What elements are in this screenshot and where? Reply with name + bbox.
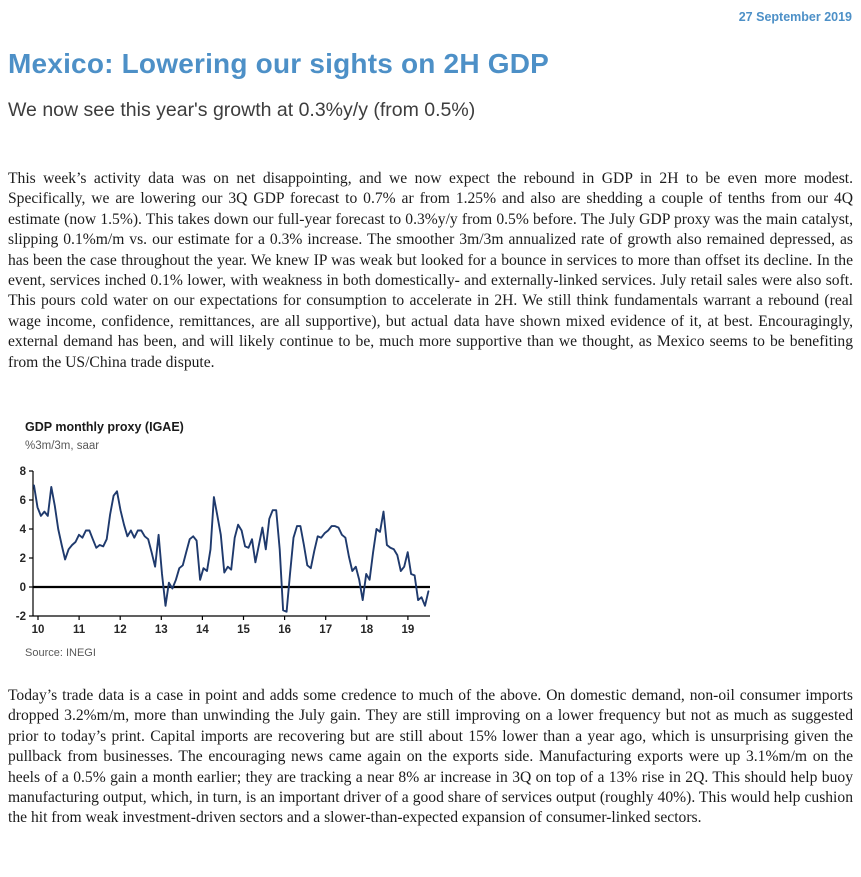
gdp-proxy-series-line: [34, 486, 428, 612]
x-axis-tick-label: 10: [31, 624, 45, 636]
y-axis-tick-label: 8: [19, 466, 26, 478]
body-paragraph-2: Today’s trade data is a case in point and adds some credence to much of the above. On domestic demand, non-oil consumer imports dropped 3.2%m/m, more than unwinding the July gain. They are still improving on a lower frequency but not as much as suggested prior to today’s print. Capital imports are recovering but are still about 15% lower than a year ago, which is unsurprising given the pullback from businesses. The encouraging news came again on the exports side. Manufacturing exports were up 3.1%m/m on the heels of a 0.5% gain a month earlier; they are tracking a near 8% ar increase in 3Q on top of a 13% rise in 2Q. This should help buoy manufacturing output, which, in turn, is an important driver of a good share of services output (roughly 40%). This would help cushion the hit from weak investment-driven sectors and a slower-than-expected expansion of consumer-linked sectors.: [8, 687, 853, 827]
x-axis-tick-label: 14: [196, 624, 209, 636]
chart-unit-label: %3m/3m, saar: [25, 440, 100, 452]
gdp-chart-svg: [10, 462, 450, 640]
x-axis-tick-label: 18: [360, 624, 374, 636]
y-axis-tick-label: 0: [19, 582, 26, 594]
x-axis-tick-label: 17: [319, 624, 333, 636]
page-title: Mexico: Lowering our sights on 2H GDP: [8, 48, 549, 79]
y-axis-tick-label: 4: [19, 524, 26, 536]
x-axis-tick-label: 19: [401, 624, 415, 636]
x-axis-tick-label: 11: [73, 624, 86, 636]
report-date: 27 September 2019: [738, 10, 852, 24]
chart-source: Source: INEGI: [25, 647, 96, 659]
y-axis-tick-label: 2: [19, 553, 26, 565]
x-axis-tick-label: 15: [237, 624, 250, 636]
x-axis-tick-label: 13: [154, 624, 168, 636]
y-axis-tick-label: 6: [19, 495, 26, 507]
chart-title: GDP monthly proxy (IGAE): [25, 420, 184, 434]
body-paragraph-1: This week’s activity data was on net disappointing, and we now expect the rebound in GDP in 2H to be even more modest. Specifically, we are lowering our 3Q GDP forecast to 0.7% ar from 1.25% and also are shedding a couple of tenths from our 4Q estimate (now 1.5%). This takes down our full-year forecast to 0.3%y/y from 0.5% before. The July GDP proxy was the main catalyst, slipping 0.1%m/m vs. our estimate for a 0.3% increase. The smoother 3m/3m annualized rate of growth also remained depressed, as has been the case throughout the year. We knew IP was weak but looked for a bounce in services to more than offset its decline. In the event, services inched 0.1% lower, with weakness in both domestically- and externally-linked services. July retail sales were also soft. This pours cold water on our expectations for consumption to accelerate in 2H. We still think fundamentals warrant a rebound (real wage income, confidence, remittances, are all supportive), but actual data have shown mixed evidence of it, at best. Encouragingly, external demand has been, and will likely continue to be, much more supportive than we thought, as Mexico seems to be benefiting from the US/China trade dispute.: [8, 170, 853, 371]
page-subtitle: We now see this year's growth at 0.3%y/y (from 0.5%): [8, 99, 476, 121]
x-axis-tick-label: 16: [278, 624, 291, 636]
x-axis-tick-label: 12: [113, 624, 127, 636]
y-axis-tick-label: -2: [15, 611, 26, 623]
